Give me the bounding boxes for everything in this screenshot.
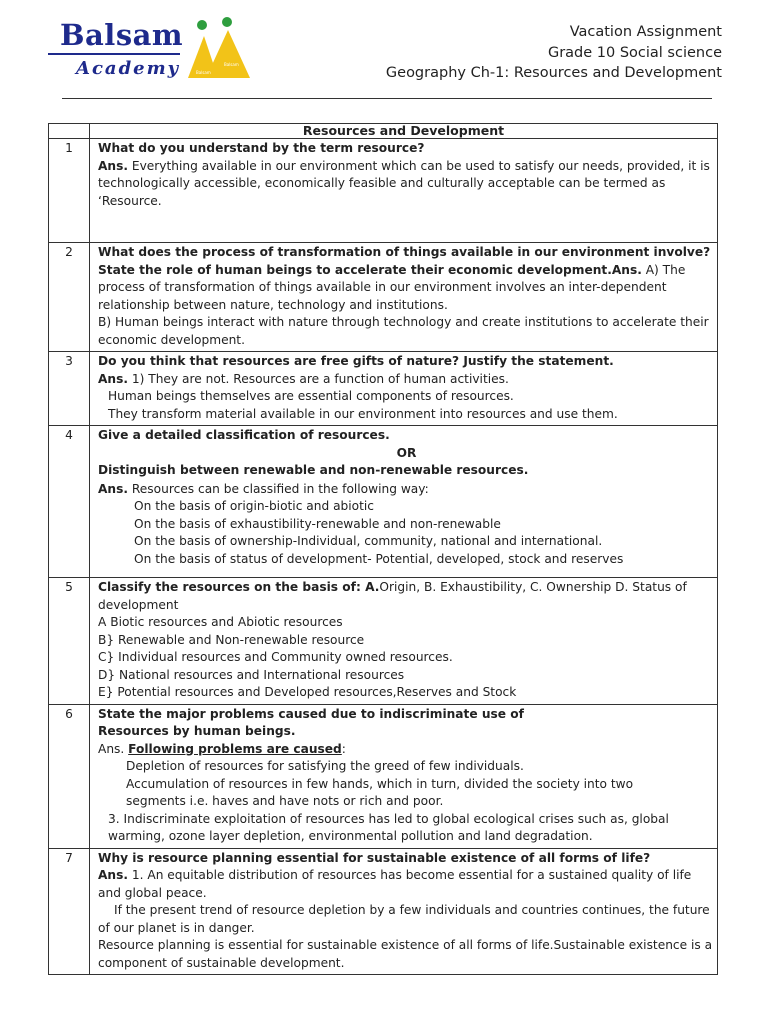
logo-mark-text-left: Balsam — [196, 70, 211, 75]
table-row — [49, 578, 718, 705]
answer-label: Ans. — [98, 868, 128, 882]
or-separator: OR — [396, 445, 417, 460]
answer-point: If the present trend of resource depletion by a few individuals and countries continues, the future of our planet is in danger. — [98, 903, 710, 935]
answer-point: D} National resources and International resources — [98, 667, 405, 682]
logo-underline — [48, 53, 180, 55]
question-line — [98, 579, 715, 614]
row-number: 5 — [49, 578, 90, 705]
answer-point: On the basis of exhaustibility-renewable and non-renewable — [134, 516, 501, 531]
question-text: Do you think that resources are free gifts of nature? Justify the statement. — [98, 354, 614, 368]
question-text: Give a detailed classification of resources. — [98, 428, 390, 442]
row-number: 2 — [49, 243, 90, 352]
answer-text — [98, 158, 715, 211]
header-divider — [62, 98, 712, 99]
answer-point: C} Individual resources and Community owned resources. — [98, 650, 453, 664]
table-row — [49, 848, 718, 975]
question-rest: Origin, B. Exhaustibility, C. Ownership D. Status of development — [98, 580, 687, 612]
header-line-2: Grade 10 Social science — [547, 44, 722, 61]
row-number: 6 — [49, 704, 90, 848]
answer-underlined: Following problems are caused — [128, 741, 342, 756]
answer-body: Everything available in our environment which can be used to satisfy our needs, provided, it is technologically accessible, economically feasible and culturally acceptable can be termed as ‘Resource. — [98, 158, 710, 208]
question-text: State the major problems caused due to indiscriminate use of — [98, 706, 524, 721]
answer-label: Ans. — [98, 741, 125, 756]
question-answer-text — [98, 244, 715, 314]
answer-body: 1) They are not. Resources are a function of human activities. — [128, 371, 509, 386]
answer-point: On the basis of ownership-Individual, community, national and international. — [134, 534, 603, 548]
document-header — [386, 22, 722, 84]
answer-text — [98, 741, 715, 759]
answer-body: Resources can be classified in the following way: — [128, 481, 429, 496]
row-content — [90, 243, 718, 352]
row-number: 4 — [49, 426, 90, 578]
logo-wordmark: Balsam — [60, 18, 184, 52]
answer-label: Ans. — [98, 371, 128, 386]
table-row — [49, 352, 718, 426]
answer-point: Human beings themselves are essential components of resources. — [108, 389, 514, 403]
row-number: 3 — [49, 352, 90, 426]
table-row — [49, 426, 718, 578]
question-text: What does the process of transformation of things available in our environment involve? State the role of human beings to accelerate their economic development.Ans. — [98, 245, 711, 277]
row-content — [90, 352, 718, 426]
answer-point: E} Potential resources and Developed resources,Reserves and Stock — [98, 685, 517, 699]
answer-point: A Biotic resources and Abiotic resources — [98, 615, 343, 629]
answer-text — [98, 481, 715, 499]
answer-point: B} Renewable and Non-renewable resource — [98, 632, 365, 647]
answer-label: Ans. — [98, 158, 128, 173]
balsam-academy-logo — [46, 16, 256, 88]
answer-point: On the basis of origin-biotic and abiotic — [134, 499, 374, 513]
header-line-3: Geography Ch-1: Resources and Development — [385, 65, 722, 81]
answer-point: 3. Indiscriminate exploitation of resources has led to global ecological crises such as, global warming, ozone layer depletion, environmental pollution and land degradation. — [108, 811, 669, 843]
answer-body: 1. An equitable distribution of resources has become essential for a sustained quality of life and global peace. — [98, 868, 692, 900]
answer-point: Depletion of resources for satisfying the greed of few individuals. — [126, 759, 524, 773]
table-row — [49, 704, 718, 848]
answer-point: On the basis of status of development- Potential, developed, stock and reserves — [134, 551, 624, 566]
question-text: Why is resource planning essential for sustainable existence of all forms of life? — [98, 850, 651, 865]
title-num-cell — [49, 124, 90, 139]
logo-mark-text-right: Balsam — [224, 62, 239, 67]
row-content — [90, 426, 718, 578]
table-title: Resources and Development — [90, 124, 718, 139]
question-text-alt: Distinguish between renewable and non-renewable resources. — [98, 463, 529, 477]
question-text: What do you understand by the term resource? — [98, 141, 425, 155]
answer-point: B) Human beings interact with nature through technology and create institutions to accelerate their economic development. — [98, 315, 709, 347]
row-content — [90, 578, 718, 705]
answer-text — [98, 867, 715, 902]
row-content — [90, 848, 718, 975]
answer-label: Ans. — [98, 481, 128, 496]
table-row — [49, 243, 718, 352]
answer-point: They transform material available in our environment into resources and use them. — [108, 406, 618, 421]
row-number: 1 — [49, 139, 90, 243]
row-content — [90, 139, 718, 243]
qa-table — [48, 123, 718, 975]
table-row — [49, 139, 718, 243]
logo-subtitle: Academy — [76, 58, 181, 79]
answer-point: Accumulation of resources in few hands, which in turn, divided the society into two segments i.e. haves and have nots or rich and poor. — [126, 776, 634, 808]
logo-mark-icon — [188, 16, 252, 82]
row-number: 7 — [49, 848, 90, 975]
table-title-row — [49, 124, 718, 139]
question-text-cont: Resources by human beings. — [98, 724, 296, 738]
header-line-1: Vacation Assignment — [569, 24, 722, 40]
answer-body: A) The process of transformation of things available in our environment involves an inter-dependent relationship between nature, technology and institutions. — [98, 262, 686, 312]
answer-conclusion: Resource planning is essential for sustainable existence of all forms of life.Sustainable existence is a component of sustainable development. — [98, 938, 713, 970]
question-text: Classify the resources on the basis of: A. — [98, 580, 380, 594]
answer-text — [98, 371, 715, 389]
answer-colon: : — [341, 741, 346, 756]
row-content — [90, 704, 718, 848]
